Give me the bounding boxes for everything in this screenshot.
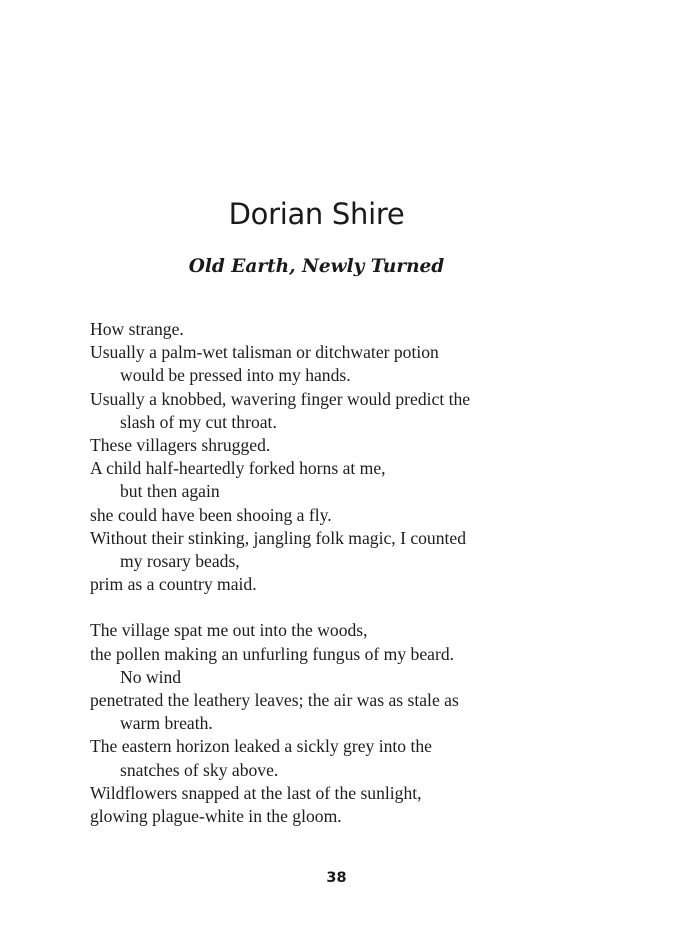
poem-line: slash of my cut throat. [120,411,277,432]
poem-line: the pollen making an unfurling fungus of my beard. [90,643,455,664]
poem-line: warm breath. [120,713,213,734]
poem-line: she could have been shooing a fly. [90,504,332,525]
poem-body [90,318,560,828]
poem-line: The village spat me out into the woods, [90,620,368,641]
poem-line: would be pressed into my hands. [120,365,351,386]
poem-line: but then again [120,481,220,502]
poem-line: snatches of sky above. [120,759,279,780]
poem-line: prim as a country maid. [90,574,257,595]
author-name: Dorian Shire [228,197,405,231]
page-number: 38 [326,870,347,886]
poem-line: my rosary beads, [120,551,240,572]
poem-line: Without their stinking, jangling folk magic, I counted [90,527,467,548]
stanza [90,619,560,828]
poem-line: penetrated the leathery leaves; the air was as stale as [90,690,459,711]
poem-line: Usually a knobbed, wavering finger would predict the [90,388,471,409]
poem-line: No wind [120,666,182,687]
poem-line: The eastern horizon leaked a sickly grey into the [90,736,432,757]
poem-line: glowing plague-white in the gloom. [90,806,342,827]
poem-line: These villagers shrugged. [90,435,271,456]
stanza [90,318,560,596]
poem-title: Old Earth, Newly Turned [188,256,445,277]
poem-line: Usually a palm-wet talisman or ditchwater potion [90,342,439,363]
poem-line: Wildflowers snapped at the last of the sunlight, [90,782,422,803]
poem-line: How strange. [90,319,184,339]
poem-line: A child half-heartedly forked horns at me, [90,458,386,479]
